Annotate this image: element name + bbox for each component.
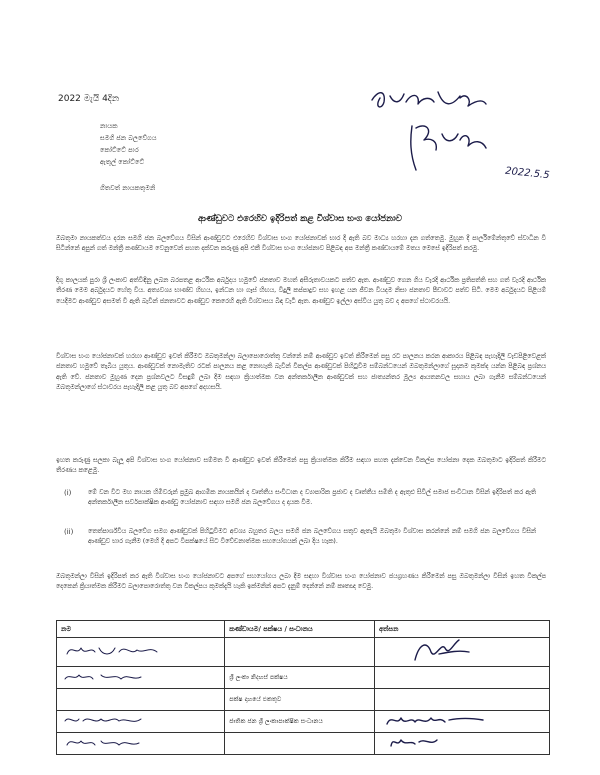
proposal-2-text: තෙත්පාර්ශ්වීය බලවේග සමග ආණ්ඩුවක් පිහිටුවීමට අවශ්‍ය බහුතර බලය සමගි ජන බලවේගය සතුව ඇතැයි ඔබතුමා විශ්වාස කරන්නේ නම් සමගි ජන බලවේගය විසින් ආණ්ඩුව භාර ගැනීම (මෙහි දී අපට විපක්ෂයේ සිට විවේචනාත්මක සහයෝගයක් ලබා දිය හැක). [88, 528, 536, 546]
paragraph-3: විශ්වාස භංග යෝජනාවක් හරහා ආණ්ඩුව ඉවත් කිරීමට ඔබතුමන්ලා බලාපොරොත්තු වන්නේ නම් ආණ්ඩුව ඉවත් කිරීමෙන් පසු රට පාලනය කරන ආකාරය පිළිබඳ පැහැදිලි වැඩපිළිවෙළක් ජනතාව හමුවේ තැබිය යුතුය. ආණ්ඩුවක් නොමැතිව රටක් පාලනය කළ නොහැකි බැවින් විකල්ප ආණ්ඩුවක් පිහිටුවීම සම්බන්ධයෙන් ඔබතුමන්ලාගේ සූදානම කුමක්ද යන්න පිළිබඳ ප්‍රශ්නය ඇති වේ. ජනතාව මුහුණ දෙන ප්‍රශ්නවලට විසඳුම් ලබා දීම සඳහා ක්‍රියාත්මක වන අන්තර්කාලීන ආණ්ඩුවක් සහ ජාත්‍යන්තර මූල්‍ය ආයතනවල සහාය ලබා ගැනීම සම්බන්ධයෙන් ඔබතුමන්ලාගේ ස්ථාවරය පැහැදිලි කළ යුතු බව අපගේ අදහසයි. [56, 353, 546, 392]
table-row [57, 689, 550, 711]
signature-4 [379, 712, 499, 730]
row-2-party: ශ්‍රී ලංකා නිදහස් පක්ෂය [225, 667, 375, 689]
row-1-party [225, 638, 375, 667]
closing-paragraph: ඔබතුමන්ලා විසින් ඉදිරිපත් කර ඇති විශ්වාස භංග යෝජනාවට අපගේ සහයෝගය ලබා දීම සඳහා විශ්වාස භංග යෝජනාව ජයග්‍රහණය කිරීමෙන් පසු ඔබතුමන්ලා විසින් ඉහත විකල්ප දෙකෙන් ක්‍රියාත්මක කිරීමට බලාපොරොත්තු වන විකල්පය කුමක්දැයි හැකි ඉක්මනින් අපට දැනුම් දෙන්නේ නම් කෘතඥ වෙමු. [56, 573, 546, 591]
proposal-1-text: මේ වන විට මහ නායක හිමිවරුන් ප්‍රමුඛ ආගමික නායකයින් ද වෘත්තීය සංවිධාන ද ව්‍යාපාරික ප්‍රජාව ද වෘත්තීය සමිති ද ඇතුළු සිවිල් සමාජ සංවිධාන විසින් ඉදිරිපත් කර ඇති අන්තර්කාලීන සර්වපාක්ෂික ආණ්ඩු යෝජනාව සඳහා සමගි ජන බලවේගය ද දායක වීම. [88, 489, 536, 507]
signature-5 [379, 734, 499, 752]
signature-1 [379, 638, 499, 664]
row-1-name [57, 638, 225, 667]
table-row [57, 667, 550, 689]
header-signature: අත්සන [374, 621, 549, 638]
handwritten-name-4 [61, 713, 211, 729]
table-row [57, 733, 550, 755]
handwritten-name-2 [61, 669, 211, 685]
recipient-line-2: සමගි ජන බලවේගය [100, 134, 157, 142]
letter-subject: ආණ්ඩුවට එරෙහිව ඉදිරිපත් කළ විශ්වාස භංග යෝජනාව [197, 214, 403, 224]
recipient-line-3: කෝට්ටේ පාර [100, 146, 139, 154]
salutation: ගිතවත් නායකතුමනි [100, 184, 156, 192]
row-4-signature [374, 711, 549, 733]
paragraph-1: ඔබතුමා නායකත්වය දරන සමගි ජන බලවේගය විසින් ආණ්ඩුවට එරෙහිව විශ්වාස භංග යෝජනාවක් භාර දී ඇති බව මාධ්‍ය හරහා දැන ගත්තෙමු. මුහුන දී පාර්ලිමේන්තුවේ ස්වාධීන වී සිටින්නේ අපුන් ගත් මන්ත්‍රී කණ්ඩායම වෙනුවෙන් පහත දක්වන කරුණු අපි එකී විශ්වාස භංග යෝජනාව පිළිබඳ අප මන්ත්‍රී කණ්ඩායමේ මතය මෙසේ ඉදිරිපත් කරමු. [56, 235, 546, 253]
letter-date: 2022 මැයි 4දින [58, 94, 120, 104]
row-2-name [57, 667, 225, 689]
paragraph-2: දිගු කාලයක් පුරා ශ්‍රී ලංකාව අත්විඳිනු ලබන බරපතළ ආර්ථික අර්බුදය හමුවේ ජනතාව මහත් අසීරුතාවයකට පත්ව ඇත. ආණ්ඩුව ගෙන ගිය වැරදි ආර්ථික ප්‍රතිපත්ති සහ ගත් වැරදි ආර්ථික තීරණ මෙම අර්බුදයට හේතු විය. අත්‍යවශ්‍ය භාණ්ඩ හිඟය, ඉන්ධන හා ගෑස් හිඟය, විදුලි කප්පාදුව සහ ඉහළ යන ජීවන වියදම නිසා ජනතාව පීඩාවට පත්ව සිටී. මෙම අර්බුදයට පිළියම් යෙදීමට ආණ්ඩුව අසමත් වී ඇති බැවින් ජනතාවට ආණ්ඩුව කෙරෙහි ඇති විශ්වාසය බිඳ වැටී ඇත. ආණ්ඩුව ඉල්ලා අස්විය යුතු බව ද අපගේ ස්ථාවරයයි. [56, 277, 546, 305]
recipient-line-4: ඇතුල් කෝට්ටේ [100, 158, 145, 166]
row-1-signature [374, 638, 549, 667]
handwritten-name-5 [61, 735, 211, 751]
row-5-signature [374, 733, 549, 755]
proposal-2-marker: (ii) [64, 528, 74, 536]
header-party: කණ්ඩායම/ පක්ෂය / සංධානය [225, 621, 375, 638]
row-5-party [225, 733, 375, 755]
handwritten-name-1 [61, 642, 211, 660]
table-row [57, 711, 550, 733]
row-5-name [57, 733, 225, 755]
row-3-party: පක්ෂ දාහයේ එකතුව [225, 689, 375, 711]
proposal-1-marker: (i) [64, 489, 72, 497]
row-4-name [57, 711, 225, 733]
header-name: නම [57, 621, 225, 638]
signature-table [56, 620, 550, 755]
signature-table-header [57, 621, 550, 638]
row-4-party: ජාතික ජන ශ්‍රී ලංකාපාක්ෂික සංධානය [225, 711, 375, 733]
paragraph-4: ඉහත කරුණු සලකා බැලූ අපි විශ්වාස භංග යෝජනාව සම්මත වී ආණ්ඩුව ඉවත් කිරීමෙන් පසු ක්‍රියාත්මක කිරීම සඳහා පහත දැක්වෙන විකල්ප යෝජනා දෙක ඔබතුමාට ඉදිරිපත් කිරීමට තීරණය කළෙමු. [56, 457, 546, 475]
row-3-signature [374, 689, 549, 711]
row-2-signature [374, 667, 549, 689]
recipient-line-1: නායක [100, 122, 118, 130]
row-3-name [57, 689, 225, 711]
handwritten-date: 2022.5.5 [504, 165, 550, 182]
table-row [57, 638, 550, 667]
